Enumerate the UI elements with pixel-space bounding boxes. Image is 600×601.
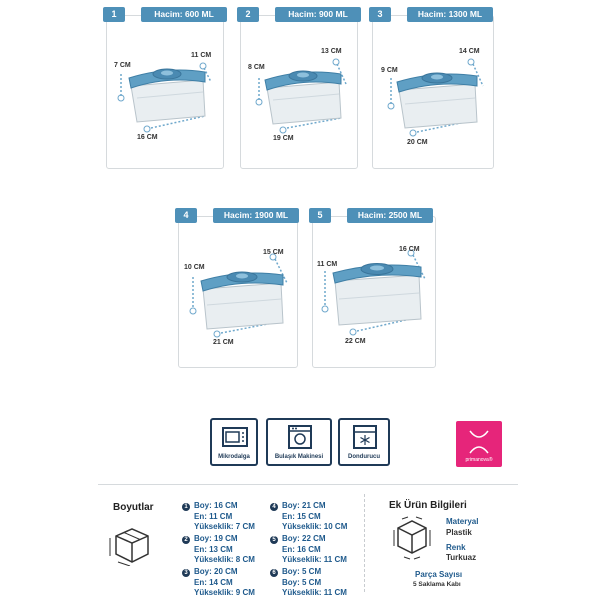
color-label: Renk bbox=[446, 543, 466, 552]
spec-height: Yükseklik: 11 CM bbox=[282, 588, 347, 597]
brand-logo bbox=[456, 421, 502, 467]
product-card-3 bbox=[372, 9, 494, 169]
product-volume-badge: Hacim: 2500 ML bbox=[347, 208, 433, 223]
dim-height: 9 CM bbox=[381, 67, 398, 74]
dim-height: 7 CM bbox=[114, 62, 131, 69]
pieces-value: 5 Saklama Kabı bbox=[413, 581, 461, 588]
dim-length: 22 CM bbox=[345, 338, 366, 345]
feature-microwave bbox=[210, 418, 258, 466]
spec-width: En: 16 CM bbox=[282, 544, 321, 554]
box-icon bbox=[108, 522, 156, 566]
feature-dishwasher bbox=[266, 418, 332, 466]
spec-set-4 bbox=[282, 501, 347, 533]
feature-label: Bulaşık Makinesi bbox=[274, 454, 324, 460]
dim-length: 16 CM bbox=[137, 134, 158, 141]
feature-freezer bbox=[338, 418, 390, 466]
spec-number-badge: 4 bbox=[270, 503, 278, 511]
dimensions-title: Boyutlar bbox=[113, 502, 154, 513]
dim-width: 16 CM bbox=[399, 246, 420, 253]
spec-number-badge: 2 bbox=[182, 536, 190, 544]
dim-height: 11 CM bbox=[317, 261, 338, 268]
product-volume-badge: Hacim: 1900 ML bbox=[213, 208, 299, 223]
spec-height: Yükseklik: 8 CM bbox=[194, 555, 255, 564]
panel-divider bbox=[364, 494, 365, 592]
spec-length: Boy: 20 CM bbox=[194, 567, 238, 576]
dim-width: 11 CM bbox=[191, 52, 212, 59]
dishwasher-icon bbox=[287, 425, 313, 449]
spec-width: En: 15 CM bbox=[282, 511, 321, 521]
product-number-badge: 2 bbox=[237, 7, 259, 22]
container-image bbox=[179, 217, 299, 369]
dim-width: 15 CM bbox=[263, 249, 284, 256]
freezer-icon bbox=[352, 425, 378, 449]
container-image bbox=[241, 16, 359, 170]
spec-length: Boy: 22 CM bbox=[282, 534, 326, 543]
spec-set-6 bbox=[282, 567, 347, 599]
spec-number-badge: 1 bbox=[182, 503, 190, 511]
spec-height: Yükseklik: 7 CM bbox=[194, 522, 255, 531]
product-number-badge: 3 bbox=[369, 7, 391, 22]
spec-width: En: 13 CM bbox=[194, 544, 233, 554]
brand-mark-icon bbox=[456, 425, 502, 459]
product-card-2 bbox=[240, 9, 358, 169]
product-cube-icon bbox=[392, 516, 432, 560]
spec-length: Boy: 16 CM bbox=[194, 501, 238, 510]
dim-length: 21 CM bbox=[213, 339, 234, 346]
product-number-badge: 5 bbox=[309, 208, 331, 223]
product-number-badge: 4 bbox=[175, 208, 197, 223]
product-card-1 bbox=[106, 9, 224, 169]
brand-name: primanova® bbox=[465, 457, 493, 463]
container-image bbox=[373, 16, 495, 170]
spec-width: En: 14 CM bbox=[194, 577, 233, 587]
feature-label: Mikrodalga bbox=[218, 454, 250, 460]
microwave-icon bbox=[222, 425, 248, 449]
spec-number-badge: 5 bbox=[270, 536, 278, 544]
pieces-label: Parça Sayısı bbox=[415, 570, 463, 579]
spec-set-2 bbox=[194, 534, 255, 566]
spec-width: Boy: 5 CM bbox=[282, 577, 322, 587]
dim-length: 19 CM bbox=[273, 135, 294, 142]
spec-length: Boy: 21 CM bbox=[282, 501, 326, 510]
dim-height: 8 CM bbox=[248, 64, 265, 71]
spec-height: Yükseklik: 9 CM bbox=[194, 588, 255, 597]
dim-width: 13 CM bbox=[321, 48, 342, 55]
container-image bbox=[107, 16, 225, 170]
spec-set-3 bbox=[194, 567, 255, 599]
color-value: Turkuaz bbox=[446, 553, 477, 562]
spec-height: Yükseklik: 10 CM bbox=[282, 522, 348, 531]
spec-width: En: 11 CM bbox=[194, 511, 233, 521]
spec-set-5 bbox=[282, 534, 347, 566]
spec-length: Boy: 5 CM bbox=[282, 567, 322, 576]
dim-width: 14 CM bbox=[459, 48, 480, 55]
product-card-4 bbox=[178, 210, 298, 368]
product-number-badge: 1 bbox=[103, 7, 125, 22]
spec-set-1 bbox=[194, 501, 255, 533]
dim-length: 20 CM bbox=[407, 139, 428, 146]
container-image bbox=[313, 217, 437, 369]
material-label: Materyal bbox=[446, 517, 479, 526]
spec-length: Boy: 19 CM bbox=[194, 534, 238, 543]
product-card-5 bbox=[312, 210, 436, 368]
extra-info-title: Ek Ürün Bilgileri bbox=[389, 500, 467, 511]
spec-number-badge: 6 bbox=[270, 569, 278, 577]
product-volume-badge: Hacim: 1300 ML bbox=[407, 7, 493, 22]
product-volume-badge: Hacim: 600 ML bbox=[141, 7, 227, 22]
dim-height: 10 CM bbox=[184, 264, 205, 271]
spec-number-badge: 3 bbox=[182, 569, 190, 577]
material-value: Plastik bbox=[446, 528, 472, 537]
product-volume-badge: Hacim: 900 ML bbox=[275, 7, 361, 22]
spec-height: Yükseklik: 11 CM bbox=[282, 555, 347, 564]
feature-label: Dondurucu bbox=[348, 454, 380, 460]
